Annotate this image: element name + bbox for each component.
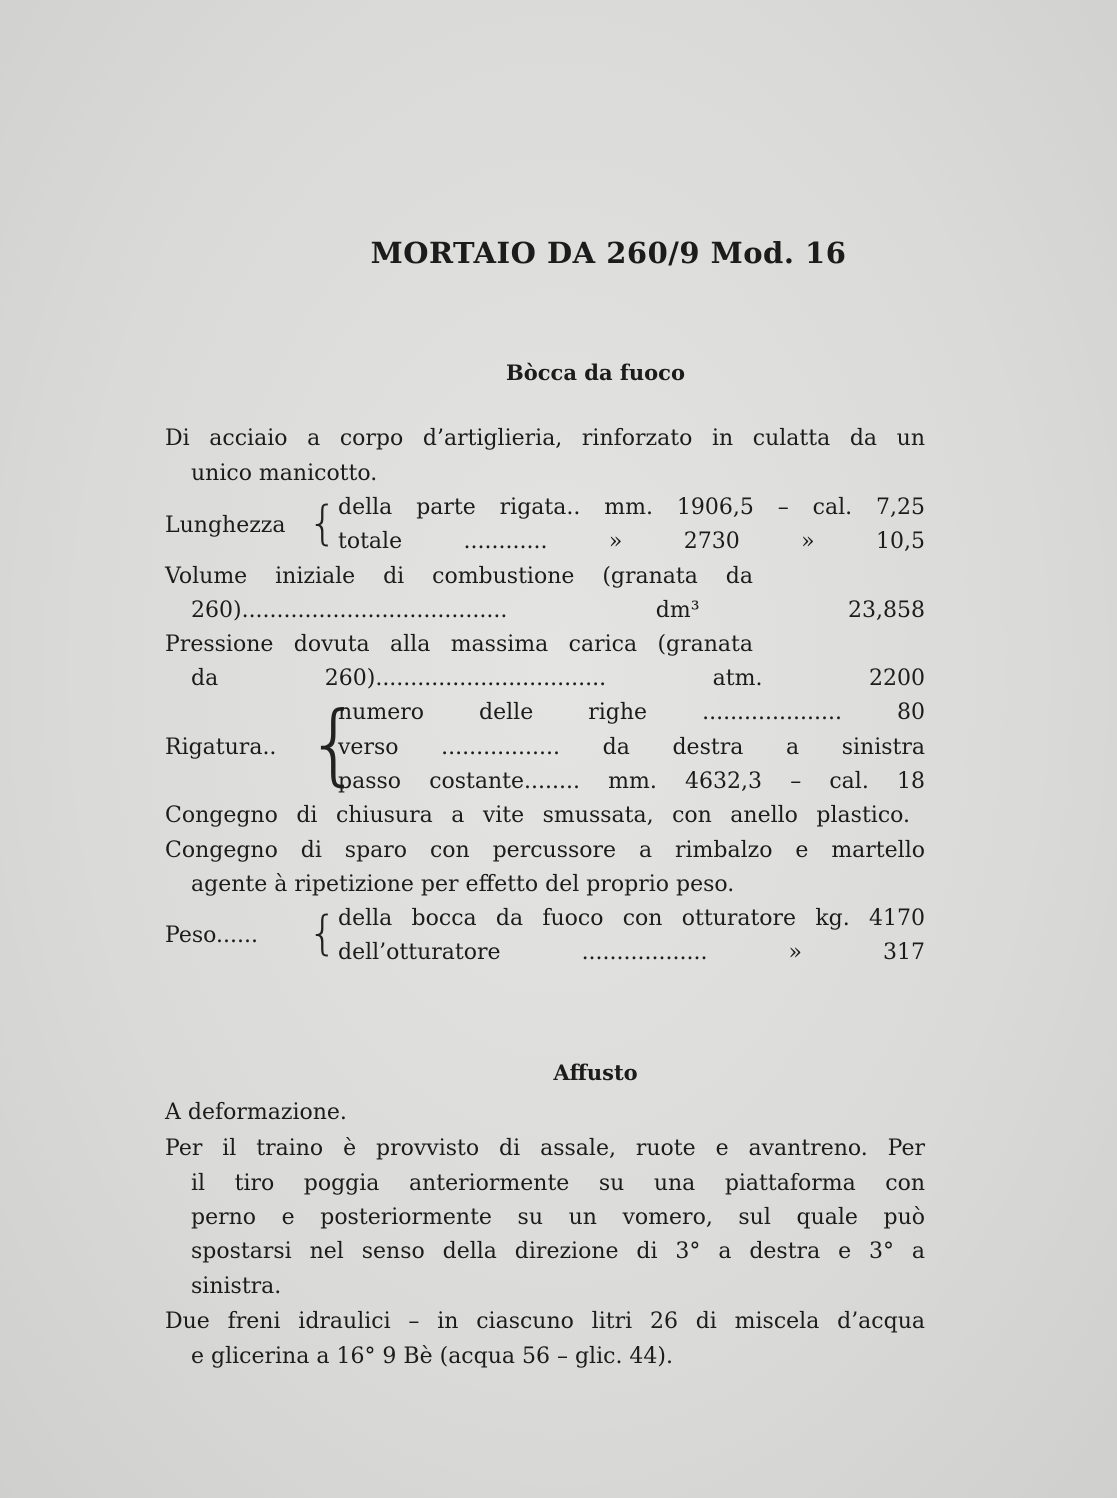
lunghezza-label: Lunghezza [165,513,286,538]
section-heading-affusto: Affusto [553,1060,638,1085]
page-title: MORTAIO DA 260/9 Mod. 16 [370,236,847,270]
peso-bocca: della bocca da fuoco con otturatore kg. 4170 [338,906,925,931]
volume-line-2: 260)...................................... dm³ 23,858 [191,598,925,623]
sparo-line-2: agente à ripetizione per effetto del proprio peso. [191,872,735,897]
affusto-p2-line-2: il tiro poggia anteriormente su una piattaforma con [191,1171,925,1196]
affusto-p3-line-2: e glicerina a 16° 9 Bè (acqua 56 – glic. 44). [191,1344,674,1369]
rigatura-label: Rigatura.. [165,735,277,760]
affusto-p3-line-1: Due freni idraulici – in ciascuno litri 26 di miscela d’acqua [165,1309,925,1334]
affusto-p2-line-4: spostarsi nel senso della direzione di 3° a destra e 3° a [191,1239,925,1264]
volume-line-1: Volume iniziale di combustione (granata da [165,564,753,589]
rigatura-brace: { [306,692,362,795]
rigatura-passo: passo costante........ mm. 4632,3 – cal. 18 [338,769,925,794]
affusto-p1: A deformazione. [165,1100,347,1125]
bocca-intro-line-1: Di acciaio a corpo d’artiglieria, rinforzato in culatta da un [165,426,925,451]
pressione-line-2: da 260)................................. atm. 2200 [191,666,925,691]
pressione-line-1: Pressione dovuta alla massima carica (granata [165,632,753,657]
peso-label: Peso...... [165,923,258,948]
affusto-p2-line-3: perno e posteriormente su un vomero, sul quale può [191,1205,925,1230]
section-heading-bocca: Bòcca da fuoco [506,360,685,385]
sparo-line-1: Congegno di sparo con percussore a rimbalzo e martello [165,838,925,863]
lunghezza-totale: totale ............ » 2730 » 10,5 [338,529,925,554]
lunghezza-rigata: della parte rigata.. mm. 1906,5 – cal. 7,25 [338,495,925,520]
rigatura-numero: numero delle righe .................... 80 [338,700,925,725]
rigatura-verso: verso ................. da destra a sinistra [338,735,925,760]
chiusura-line: Congegno di chiusura a vite smussata, con anello plastico. [165,803,910,828]
affusto-p2-line-1: Per il traino è provvisto di assale, ruote e avantreno. Per [165,1136,925,1161]
bocca-intro-line-2: unico manicotto. [191,461,378,486]
peso-brace: { [308,906,338,960]
lunghezza-brace: { [308,496,338,550]
affusto-p2-line-5: sinistra. [191,1274,282,1299]
peso-otturatore: dell’otturatore .................. » 317 [338,940,925,965]
